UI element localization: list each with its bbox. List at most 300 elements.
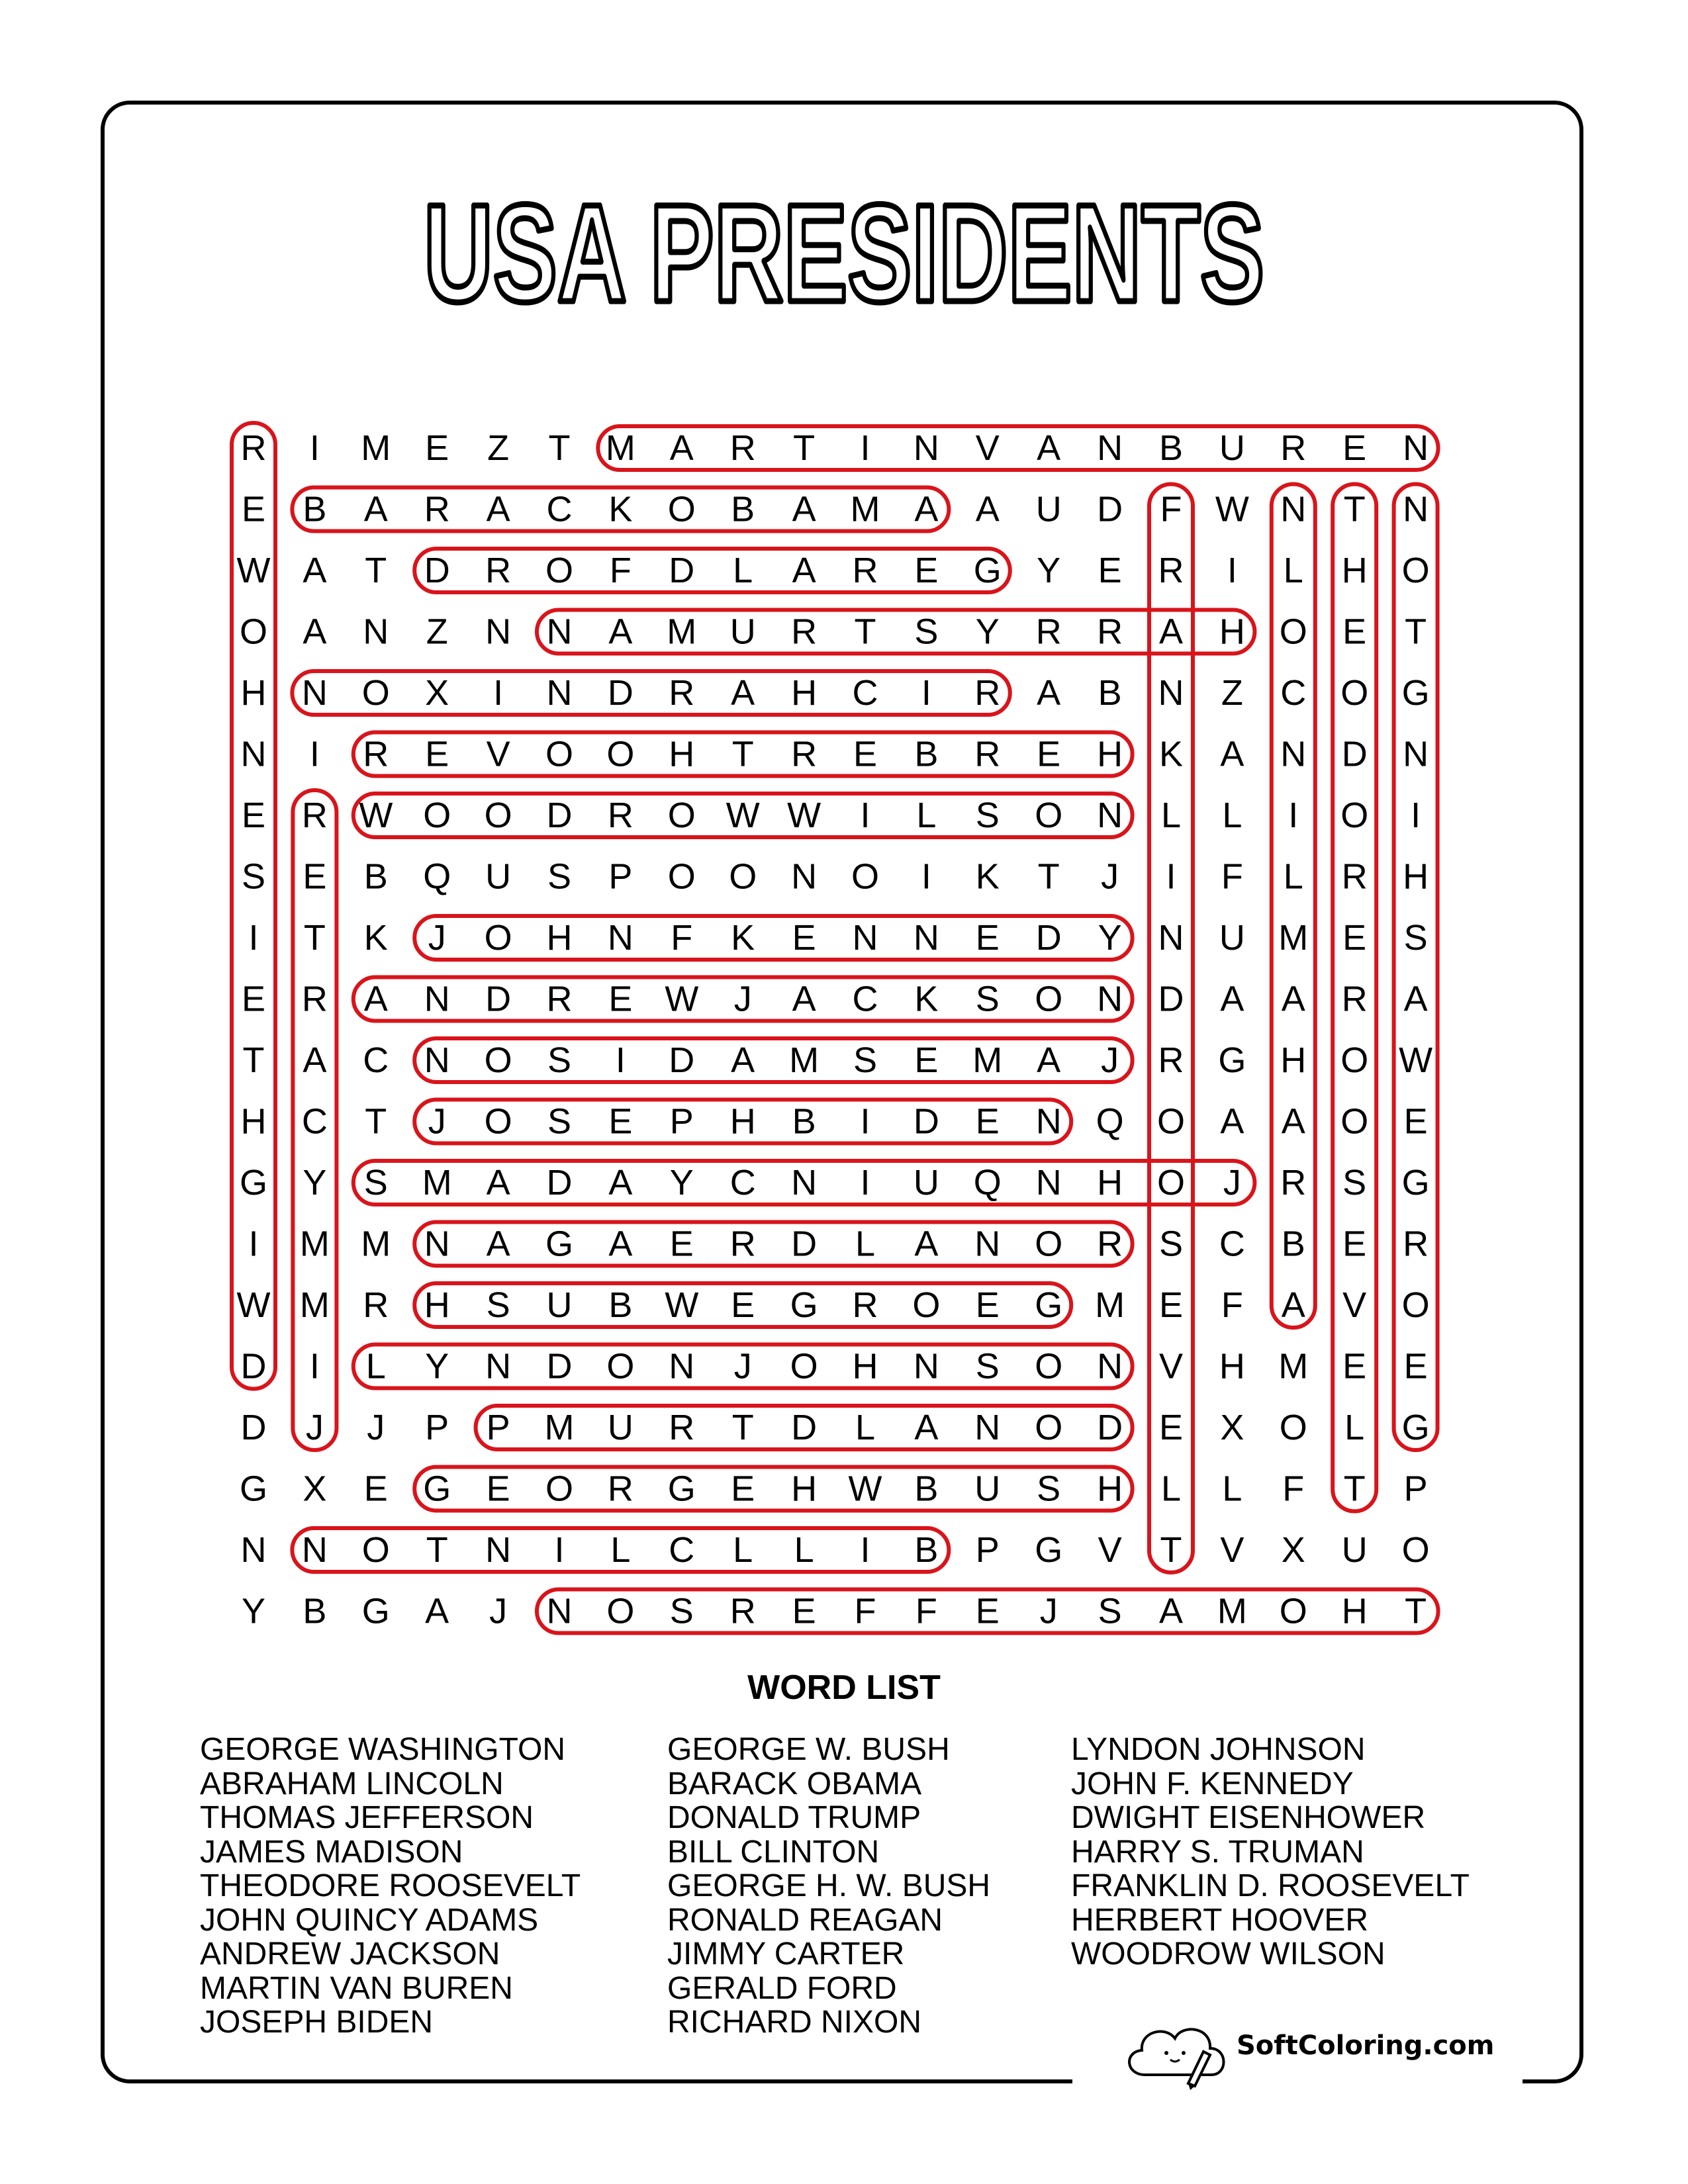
grid-letter: R [669,673,695,713]
word-list-column [667,1733,990,2040]
grid-letter: S [1098,1591,1122,1631]
grid-letter: J [1101,856,1119,897]
grid-letter: I [921,673,931,713]
grid-letter: V [975,428,1000,468]
grid-letter: O [545,551,574,590]
grid-letter: I [309,734,320,774]
grid-letter: N [424,1224,450,1264]
grid-letter: R [1035,612,1062,652]
grid-letter: N [1280,489,1307,529]
grid-letter: A [669,428,694,468]
grid-letter: E [425,428,449,468]
grid-letter: E [914,1040,939,1080]
grid-letter: I [1227,551,1237,590]
grid-letter: R [1280,1163,1307,1203]
grid-letter: O [667,796,696,835]
grid-letter: N [1097,428,1123,468]
grid-letter: E [975,918,1000,958]
grid-letter: I [309,1346,320,1387]
grid-letter: N [1097,796,1123,835]
grid-letter: I [860,796,870,835]
grid-letter: B [792,1101,816,1142]
grid-letter: N [546,673,573,713]
grid-letter: A [1158,612,1184,652]
grid-letter: H [729,1101,756,1142]
grid-letter: O [1340,796,1369,835]
grid-letter: L [855,1224,876,1264]
grid-letter: U [546,1285,573,1325]
grid-letter: O [667,489,696,529]
grid-letter: N [485,612,512,652]
grid-letter: R [546,979,573,1019]
grid-letter: A [363,489,388,529]
grid-letter: P [486,1408,510,1447]
grid-letter: D [669,1040,695,1080]
grid-letter: N [485,1530,512,1570]
grid-letter: N [913,428,939,468]
grid-letter: J [489,1591,508,1631]
grid-letter: T [365,1101,387,1142]
grid-letter: X [1220,1408,1244,1447]
grid-letter: N [546,612,573,652]
grid-letter: L [1344,1408,1365,1447]
grid-letter: A [1281,1101,1305,1142]
grid-letter: L [365,1346,386,1387]
grid-letter: U [729,612,756,652]
grid-letter: S [363,1163,388,1203]
grid-letter: G [1401,1163,1430,1203]
grid-letter: W [236,551,271,590]
grid-letter: A [1403,979,1428,1019]
grid-letter: E [241,489,266,529]
word-list-item: RONALD REAGAN [667,1902,943,1938]
grid-letter: J [428,1101,446,1142]
grid-letter: C [1219,1224,1245,1264]
grid-letter: H [852,1346,878,1387]
grid-letter: N [1403,428,1429,468]
grid-letter: Q [973,1163,1002,1203]
grid-letter: T [548,428,571,468]
grid-letter: D [546,796,573,835]
grid-letter: N [424,979,450,1019]
grid-letter: W [1399,1040,1433,1080]
grid-letter: R [974,673,1001,713]
grid-letter: M [299,1224,330,1264]
grid-letter: A [608,1163,633,1203]
grid-letter: B [914,1530,939,1570]
grid-letter: M [361,428,391,468]
grid-letter: T [854,612,876,652]
grid-letter: A [731,673,755,713]
grid-letter: O [1035,979,1063,1019]
word-list-item: BILL CLINTON [667,1834,880,1870]
grid-letter: U [1035,489,1062,529]
grid-letter: O [1035,1224,1063,1264]
grid-letter: H [1341,1591,1368,1631]
word-list-item: JAMES MADISON [200,1834,463,1870]
found-word-oval [414,1467,1132,1511]
grid-letter: M [605,428,635,468]
grid-letter: O [239,612,268,652]
grid-letter: O [1340,1101,1369,1142]
grid-letter: S [241,856,266,897]
grid-letter: N [1158,673,1184,713]
grid-letter: N [791,1163,818,1203]
grid-letter: T [1405,1591,1427,1631]
word-list-column [1071,1733,1470,1972]
grid-letter: L [1222,796,1243,835]
found-word-oval [537,610,1254,654]
grid-letter: H [1341,551,1368,590]
grid-letter: A [303,612,327,652]
grid-letter: R [729,1591,756,1631]
grid-letter: V [1220,1530,1244,1570]
grid-letter: O [361,673,390,713]
grid-letter: H [240,673,267,713]
grid-letter: I [615,1040,626,1080]
grid-letter: R [1158,1040,1184,1080]
grid-letter: O [912,1285,941,1325]
grid-letter: S [975,979,1000,1019]
grid-letter: V [1098,1530,1122,1570]
grid-letter: J [733,979,752,1019]
word-list-heading: WORD LIST [747,1668,941,1707]
grid-letter: R [301,796,328,835]
grid-letter: G [1035,1530,1063,1570]
grid-letter: T [242,1040,265,1080]
grid-letter: F [1160,489,1182,529]
grid-letter: O [1401,551,1430,590]
grid-letter: R [607,1469,633,1509]
grid-letter: Z [1221,673,1243,713]
grid-letter: P [425,1408,449,1447]
grid-letter: B [731,489,755,529]
grid-letter: Y [241,1591,266,1631]
grid-letter: N [1403,489,1429,529]
grid-letter: T [365,551,387,590]
grid-letter: G [1218,1040,1246,1080]
grid-letter: N [1035,1163,1062,1203]
grid-letter: W [848,1469,882,1509]
grid-letter: A [792,551,816,590]
grid-letter: A [1220,734,1244,774]
grid-letter: N [974,1408,1001,1447]
grid-letter: T [793,428,816,468]
grid-letter: K [731,918,755,958]
grid-letter: R [301,979,328,1019]
grid-letter: E [975,1285,1000,1325]
grid-letter: D [546,1163,573,1203]
grid-letter: S [547,1040,572,1080]
grid-letter: I [493,673,504,713]
grid-letter: E [1342,428,1367,468]
grid-letter: M [667,612,697,652]
grid-letter: O [545,734,574,774]
grid-letter: I [860,1101,870,1142]
grid-letter: A [608,1224,633,1264]
grid-letter: A [425,1591,449,1631]
grid-letter: C [301,1101,328,1142]
grid-letter: A [731,1040,755,1080]
grid-letter: A [1158,1591,1184,1631]
grid-letter: R [729,1224,756,1264]
grid-letter: N [485,1346,512,1387]
grid-letter: T [1343,1469,1366,1509]
grid-letter: M [1095,1285,1125,1325]
grid-letter: H [1219,612,1245,652]
grid-letter: O [1156,1163,1186,1203]
grid-letter: G [545,1224,574,1264]
grid-letter: S [547,1101,572,1142]
word-list-item: THOMAS JEFFERSON [200,1800,534,1835]
grid-letter: F [915,1591,937,1631]
grid-letter: E [669,1224,694,1264]
grid-letter: P [1403,1469,1428,1509]
grid-letter: R [363,734,389,774]
word-list-item: ANDREW JACKSON [200,1936,500,1972]
grid-letter: W [726,796,760,835]
word-list-item: RICHARD NIXON [667,2005,922,2040]
grid-letter: I [309,428,320,468]
grid-letter: B [303,1591,327,1631]
grid-letter: R [1158,551,1184,590]
grid-letter: B [1098,673,1122,713]
grid-letter: G [790,1285,818,1325]
grid-letter: P [975,1530,1000,1570]
grid-letter: C [852,673,878,713]
grid-letter: D [546,1346,573,1387]
grid-letter: R [485,551,512,590]
grid-letter: I [860,1530,870,1570]
grid-letter: R [1097,1224,1123,1264]
grid-letter: A [792,979,816,1019]
word-list-column [200,1733,581,2040]
grid-letter: L [1160,1469,1182,1509]
grid-letter: E [608,979,633,1019]
grid-letter: M [789,1040,820,1080]
grid-letter: U [974,1469,1001,1509]
grid-letter: A [363,979,388,1019]
grid-letter: O [484,1101,512,1142]
grid-letter: H [1097,1469,1123,1509]
word-list-item: MARTIN VAN BUREN [200,1970,513,2006]
grid-letter: D [607,673,633,713]
grid-letter: E [1403,1101,1428,1142]
grid-letter: W [787,796,821,835]
grid-letter: N [607,918,633,958]
grid-letter: T [731,734,754,774]
word-list-item: LYNDON JOHNSON [1071,1732,1366,1767]
grid-letter: N [974,1224,1001,1264]
grid-letter: R [424,489,450,529]
grid-letter: O [1401,1530,1430,1570]
word-list-item: FRANKLIN D. ROOSEVELT [1071,1868,1470,1903]
grid-letter: A [486,489,510,529]
grid-letter: C [1280,673,1307,713]
found-word-oval [414,1222,1132,1266]
grid-letter: P [669,1101,694,1142]
grid-letter: E [1158,1408,1184,1447]
grid-letter: B [1281,1224,1305,1264]
grid-letter: A [792,489,816,529]
grid-letter: A [1220,1101,1244,1142]
grid-letter: K [975,856,1000,897]
grid-letter: L [733,1530,753,1570]
grid-letter: V [1342,1285,1367,1325]
grid-letter: B [1158,428,1184,468]
grid-letter: C [669,1530,695,1570]
grid-letter: G [239,1163,268,1203]
grid-letter: K [608,489,633,529]
grid-letter: E [792,1591,816,1631]
grid-letter: X [303,1469,327,1509]
grid-letter: H [791,673,818,713]
grid-letter: S [975,796,1000,835]
brand-logo [1119,2012,1495,2091]
grid-letter: R [669,1408,695,1447]
word-list-item: GEORGE W. BUSH [667,1732,950,1767]
grid-letter: L [855,1408,876,1447]
grid-letter: N [240,1530,267,1570]
grid-letter: C [852,979,878,1019]
grid-letter: A [975,489,1000,529]
grid-letter: N [791,856,818,897]
grid-letter: O [484,918,512,958]
grid-letter: O [606,734,635,774]
grid-letter: M [850,489,880,529]
grid-letter: R [1341,856,1368,897]
grid-letter: L [1160,796,1182,835]
grid-letter: H [791,1469,818,1509]
grid-letter: J [367,1408,385,1447]
grid-letter: F [1221,856,1243,897]
grid-letter: A [914,1224,939,1264]
grid-letter: D [1097,489,1123,529]
grid-letter: D [1341,734,1368,774]
grid-letter: W [665,979,699,1019]
grid-letter: S [1403,918,1428,958]
grid-letter: H [1097,1163,1123,1203]
grid-letter: M [544,1408,575,1447]
grid-letter: J [428,918,446,958]
grid-letter: O [1340,1040,1369,1080]
grid-letter: F [1221,1285,1243,1325]
grid-letter: T [1160,1530,1182,1570]
grid-letter: B [914,734,939,774]
word-list-item: DWIGHT EISENHOWER [1071,1800,1426,1835]
grid-letter: Y [1098,918,1122,958]
grid-letter: E [1342,612,1367,652]
grid-letter: R [974,734,1001,774]
grid-letter: B [363,856,388,897]
grid-letter: R [791,734,818,774]
grid-letter: T [1343,489,1366,529]
grid-letter: R [1403,1224,1429,1264]
grid-letter: E [914,551,939,590]
grid-letter: N [1035,1101,1062,1142]
grid-letter: Y [425,1346,449,1387]
grid-letter: S [1158,1224,1184,1264]
grid-letter: E [731,1469,755,1509]
grid-letter: J [1039,1591,1058,1631]
grid-letter: S [547,856,572,897]
grid-letter: H [424,1285,450,1325]
found-word-oval [414,1038,1132,1082]
grid-letter: L [1222,1469,1243,1509]
grid-letter: K [1158,734,1184,774]
grid-letter: A [1281,979,1305,1019]
grid-letter: N [363,612,389,652]
grid-letter: C [363,1040,389,1080]
grid-letter: R [240,428,267,468]
word-list-item: JOHN QUINCY ADAMS [200,1902,539,1938]
grid-letter: E [1098,551,1122,590]
grid-letter: O [1279,1408,1307,1447]
grid-letter: N [913,1346,939,1387]
grid-letter: N [301,673,328,713]
grid-letter: A [914,1408,939,1447]
grid-letter: M [972,1040,1003,1080]
grid-letter: X [1281,1530,1305,1570]
grid-letter: L [794,1530,814,1570]
grid-letter: O [606,1346,635,1387]
grid-letter: E [792,918,816,958]
found-word-oval [414,916,1132,960]
grid-letter: O [545,1469,574,1509]
grid-letter: D [1158,979,1184,1019]
grid-letter: A [486,1224,510,1264]
grid-letter: N [240,734,267,774]
word-list-item: JIMMY CARTER [667,1936,905,1972]
grid-letter: Y [669,1163,694,1203]
grid-letter: Y [303,1163,327,1203]
grid-letter: F [609,551,632,590]
grid-letter: V [486,734,510,774]
grid-letter: Y [975,612,1000,652]
grid-letter: O [1279,612,1307,652]
grid-letter: T [426,1530,448,1570]
grid-letter: I [1411,796,1421,835]
grid-letter: E [1342,1346,1367,1387]
grid-letter: A [303,551,327,590]
word-list-item: GERALD FORD [667,1970,897,2006]
grid-letter: R [852,551,878,590]
grid-letter: U [913,1163,939,1203]
grid-letter: N [1280,734,1307,774]
grid-letter: J [1223,1163,1241,1203]
grid-letter: Z [487,428,510,468]
grid-letter: A [1281,1285,1305,1325]
grid-letter: X [425,673,449,713]
grid-letter: O [1035,1408,1063,1447]
grid-letter: S [1037,1469,1061,1509]
grid-letter: J [1101,1040,1119,1080]
grid-letter: I [1288,796,1299,835]
word-list-item: THEODORE ROOSEVELT [200,1868,581,1903]
grid-letter: G [1401,1408,1430,1447]
found-word-ovals [232,423,1438,1633]
grid-letter: U [1341,1530,1368,1570]
grid-letter: U [1219,428,1245,468]
grid-letter: R [729,428,756,468]
word-list-item: GEORGE WASHINGTON [200,1732,566,1767]
grid-letter: H [1219,1346,1245,1387]
grid-letter: U [1219,918,1245,958]
grid-letter: G [1401,673,1430,713]
grid-letter: L [1283,856,1303,897]
grid-letter: E [608,1101,633,1142]
grid-letter: W [236,1285,271,1325]
